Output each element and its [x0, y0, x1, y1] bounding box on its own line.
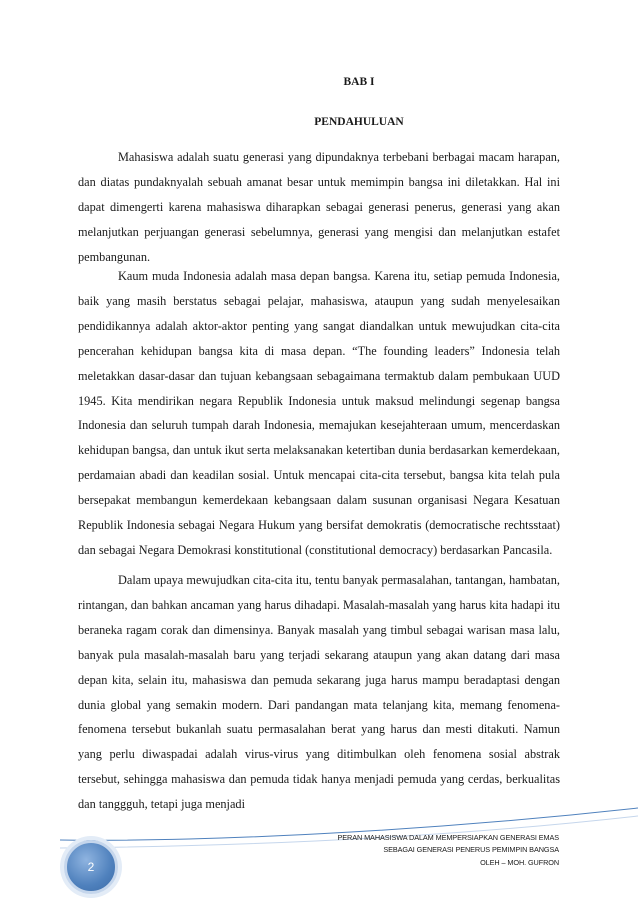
- footer-line-1: PERAN MAHASISWA DALAM MEMPERSIAPKAN GENERASI EMAS: [337, 833, 559, 842]
- paragraph-2: Kaum muda Indonesia adalah masa depan bangsa. Karena itu, setiap pemuda Indonesia, baik yang masih berstatus sebagai pelajar, mahasiswa, ataupun yang sudah menyelesaikan pendidikannya adalah aktor-aktor penting yang sangat diandalkan untuk mewujudkan cita-cita pencerahan kehidupan bangsa kita di masa depan. “The founding leaders” Indonesia telah meletakkan dasar-dasar dan tujuan kebangsaan sebagaimana termaktub dalam pembukaan UUD 1945. Kita mendirikan negara Republik Indonesia untuk maksud melindungi segenap bangsa Indonesia dan seluruh tumpah darah Indonesia, memajukan kesejahteraan umum, mencerdaskan kehidupan bangsa, dan untuk ikut serta melaksanakan ketertiban dunia berdasarkan kemerdekaan, perdamaian abadi dan keadilan sosial. Untuk mencapai cita-cita tersebut, bangsa kita telah pula bersepakat membangun kemerdekaan kebangsaan dalam susunan organisasi Negara Kesatuan Republik Indonesia sebagai Negara Hukum yang bersifat demokratis (democratische rechtsstaat) dan sebagai Negara Demokrasi konstitutional (constitutional democracy) berdasarkan Pancasila.: [78, 269, 560, 557]
- footer-line-2: SEBAGAI GENERASI PENERUS PEMIMPIN BANGSA: [383, 845, 559, 855]
- page-number: 2: [87, 860, 95, 874]
- page-number-badge: [64, 840, 118, 894]
- chapter-title: PENDAHULUAN: [314, 116, 404, 128]
- paragraph-3: Dalam upaya mewujudkan cita-cita itu, tentu banyak permasalahan, tantangan, hambatan, rintangan, dan bahkan ancaman yang harus dihadapi. Masalah-masalah yang harus kita hadapi itu beraneka ragam corak dan dimensinya. Banyak masalah yang timbul sebagai warisan masa lalu, banyak pula masalah-masalah baru yang terjadi sekarang ataupun yang akan datang dari masa depan kita, selain itu, mahasiswa dan pemuda sekarang juga harus mampu beradaptasi dengan dunia global yang semakin modern. Dari pandangan mata telanjang kita, memang fenomena-fenomena tersebut bukanlah suatu permasalahan berat yang harus dan mesti ditakuti. Namun yang perlu diwaspadai adalah virus-virus yang ditimbulkan oleh fenomena sosial abstrak tersebut, sehingga mahasiswa dan pemuda tidak hanya menjadi pemuda yang cerdas, berkualitas dan tanggguh, tetapi juga menjadi: [78, 573, 560, 812]
- footer-line-3: OLEH – MOH. GUFRON: [480, 857, 559, 867]
- paragraph-1: Mahasiswa adalah suatu generasi yang dipundaknya terbebani berbagai macam harapan, dan diatas pundaknyalah sebuah amanat besar untuk memimpin bangsa ini diletakkan. Hal ini dapat dimengerti karena mahasiswa diharapkan sebagai generasi penerus, generasi yang akan melanjutkan perjuangan generasi sebelumnya, generasi yang mengisi dan melanjutkan estafet pembangunan.: [78, 150, 560, 264]
- footer-title: [338, 832, 560, 869]
- chapter-number: BAB I: [343, 76, 375, 88]
